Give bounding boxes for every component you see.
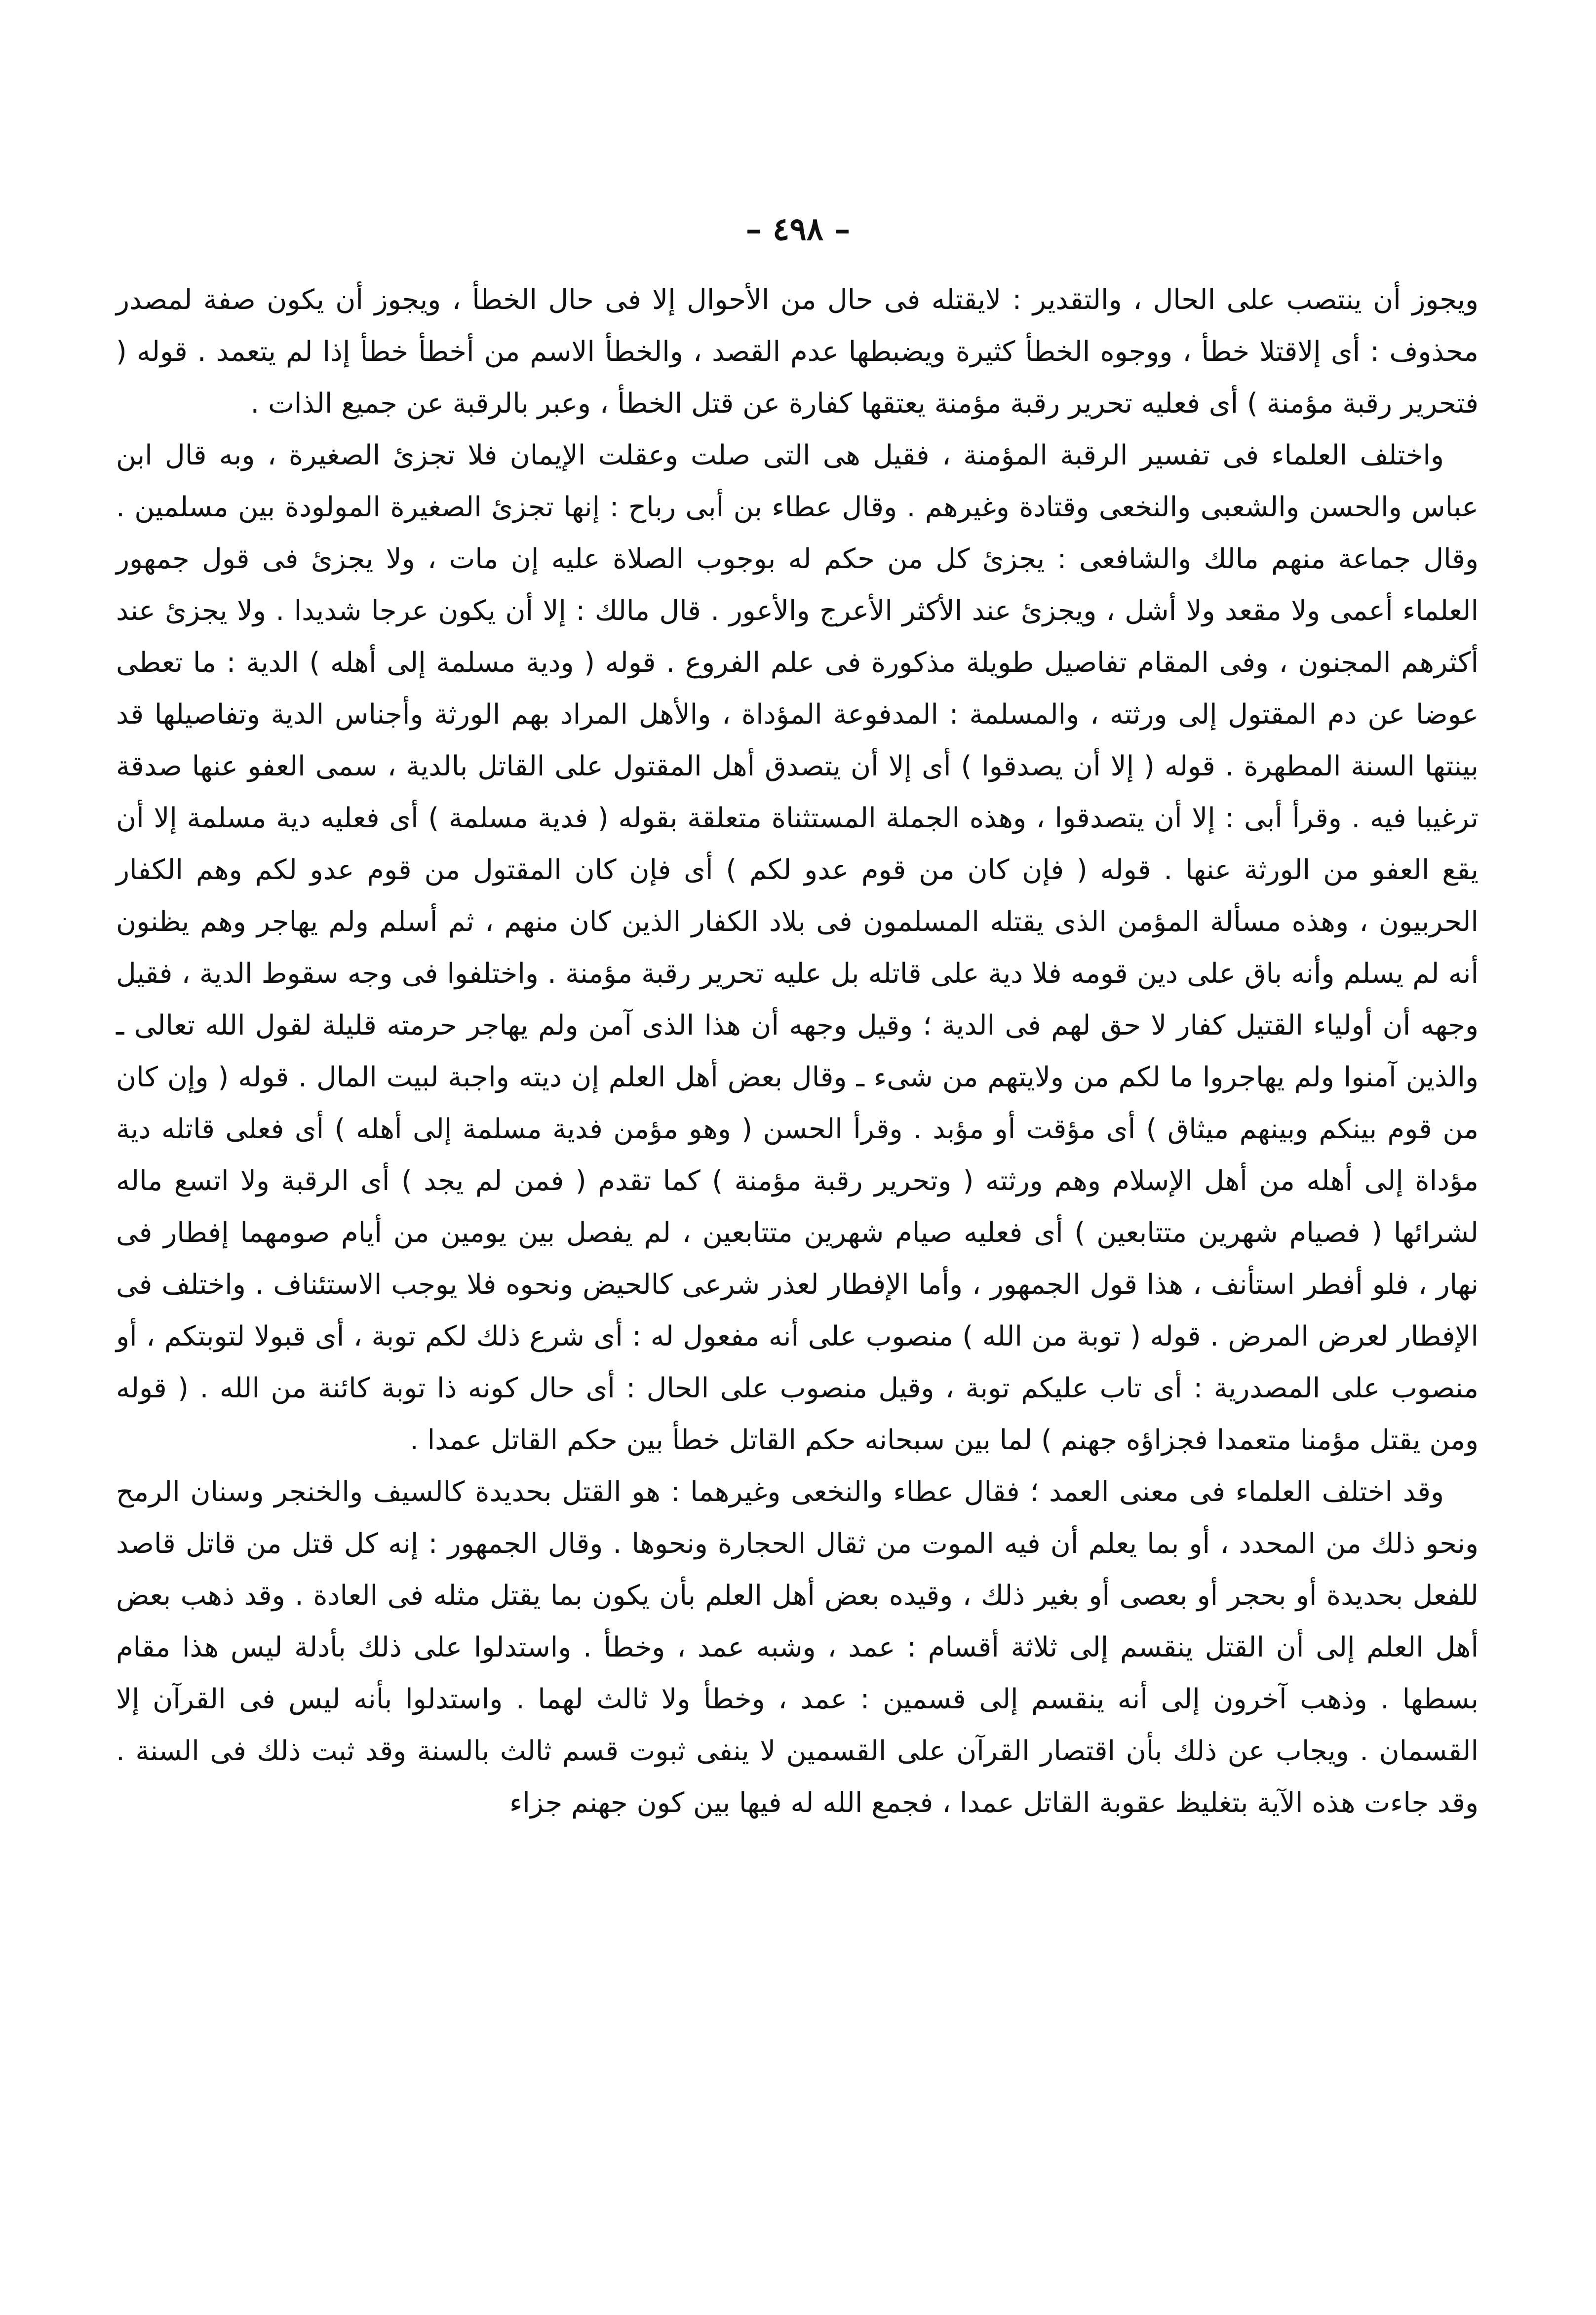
paragraph-2: واختلف العلماء فى تفسير الرقبة المؤمنة ، فقيل هى التى صلت وعقلت الإيمان فلا تجزئ الصغيرة ، وبه قال ابن عباس والحسن والشعبى والنخعى وقتادة وغيرهم . وقال عطاء بن أبى رباح : إنها تجزئ الصغيرة المولودة بين مسلمين . وقال جماعة منهم مالك والشافعى : يجزئ كل من حكم له بوجوب الصلاة عليه إن مات ، ولا يجزئ فى قول جمهور العلماء أعمى ولا مقعد ولا أشل ، ويجزئ عند الأكثر الأعرج والأعور . قال مالك : إلا أن يكون عرجا شديدا . ولا يجزئ عند أكثرهم المجنون ، وفى المقام تفاصيل طويلة مذكورة فى علم الفروع . قوله ( ودية مسلمة إلى أهله ) الدية : ما تعطى عوضا عن دم المقتول إلى ورثته ، والمسلمة : المدفوعة المؤداة ، والأهل المراد بهم الورثة وأجناس الدية وتفاصيلها قد بينتها السنة المطهرة . قوله ( إلا أن يصدقوا ) أى إلا أن يتصدق أهل المقتول على القاتل بالدية ، سمى العفو عنها صدقة ترغيبا فيه . وقرأ أبى : إلا أن يتصدقوا ، وهذه الجملة المستثناة متعلقة بقوله ( فدية مسلمة ) أى فعليه دية مسلمة إلا أن يقع العفو من الورثة عنها . قوله ( فإن كان من قوم عدو لكم ) أى فإن كان المقتول من قوم عدو لكم وهم الكفار الحربيون ، وهذه مسألة المؤمن الذى يقتله المسلمون فى بلاد الكفار الذين كان منهم ، ثم أسلم ولم يهاجر وهم يظنون أنه لم يسلم وأنه باق على دين قومه فلا دية على قاتله بل عليه تحرير رقبة مؤمنة . واختلفوا فى وجه سقوط الدية ، فقيل وجهه أن أولياء القتيل كفار لا حق لهم فى الدية ؛ وقيل وجهه أن هذا الذى آمن ولم يهاجر حرمته قليلة لقول الله تعالى ـ والذين آمنوا ولم يهاجروا ما لكم من ولايتهم من شىء ـ وقال بعض أهل العلم إن ديته واجبة لبيت المال . قوله ( وإن كان من قوم بينكم وبينهم ميثاق ) أى مؤقت أو مؤبد . وقرأ الحسن ( وهو مؤمن فدية مسلمة إلى أهله ) أى فعلى قاتله دية مؤداة إلى أهله من أهل الإسلام وهم ورثته ( وتحرير رقبة مؤمنة ) كما تقدم ( فمن لم يجد ) أى الرقبة ولا اتسع ماله لشرائها ( فصيام شهرين متتابعين ) أى فعليه صيام شهرين متتابعين ، لم يفصل بين يومين من أيام صومهما إفطار فى نهار ، فلو أفطر استأنف ، هذا قول الجمهور ، وأما الإفطار لعذر شرعى كالحيض ونحوه فلا يوجب الاستئناف . واختلف فى الإفطار لعرض المرض . قوله ( توبة من الله ) منصوب على أنه مفعول له : أى شرع ذلك لكم توبة ، أى قبولا لتوبتكم ، أو منصوب على المصدرية : أى تاب عليكم توبة ، وقيل منصوب على الحال : أى حال كونه ذا توبة كائنة من الله . ( قوله ومن يقتل مؤمنا متعمدا فجزاؤه جهنم ) لما بين سبحانه حكم القاتل خطأ بين حكم القاتل عمدا . (116, 439, 1479, 1456)
paragraph-1: ويجوز أن ينتصب على الحال ، والتقدير : لايقتله فى حال من الأحوال إلا فى حال الخطأ ، ويجوز أن يكون صفة لمصدر محذوف : أى إلاقتلا خطأ ، ووجوه الخطأ كثيرة ويضبطها عدم القصد ، والخطأ الاسم من أخطأ خطأ إذا لم يتعمد . قوله ( فتحرير رقبة مؤمنة ) أى فعليه تحرير رقبة مؤمنة يعتقها كفارة عن قتل الخطأ ، وعبر بالرقبة عن جميع الذات . (116, 284, 1479, 420)
page-number: – ٤٩٨ – (745, 211, 851, 248)
paragraph-3: وقد اختلف العلماء فى معنى العمد ؛ فقال عطاء والنخعى وغيرهما : هو القتل بحديدة كالسيف والخنجر وسنان الرمح ونحو ذلك من المحدد ، أو بما يعلم أن فيه الموت من ثقال الحجارة ونحوها . وقال الجمهور : إنه كل قتل من قاتل قاصد للفعل بحديدة أو بحجر أو بعصى أو بغير ذلك ، وقيده بعض أهل العلم بأن يكون بما يقتل مثله فى العادة . وقد ذهب بعض أهل العلم إلى أن القتل ينقسم إلى ثلاثة أقسام : عمد ، وشبه عمد ، وخطأ . واستدلوا على ذلك بأدلة ليس هذا مقام بسطها . وذهب آخرون إلى أنه ينقسم إلى قسمين : عمد ، وخطأ ولا ثالث لهما . واستدلوا بأنه ليس فى القرآن إلا القسمان . ويجاب عن ذلك بأن اقتصار القرآن على القسمين لا ينفى ثبوت قسم ثالث بالسنة وقد ثبت ذلك فى السنة . وقد جاءت هذه الآية بتغليظ عقوبة القاتل عمدا ، فجمع الله له فيها بين كون جهنم جزاء (116, 1476, 1479, 1819)
body-text (116, 274, 1479, 1829)
